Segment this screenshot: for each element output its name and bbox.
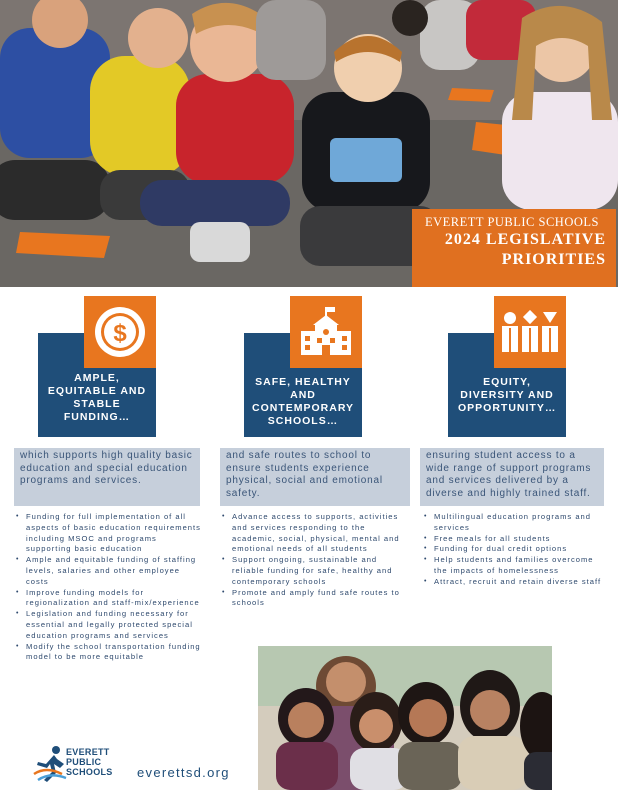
title-line-2: PRIORITIES bbox=[501, 251, 606, 268]
list-item: • Legislation and funding necessary for essential and legally protected special education programs and services bbox=[16, 609, 202, 641]
list-item: • Ample and equitable funding of staffing levels, salaries and other employee costs bbox=[16, 555, 202, 587]
list-item: • Help students and families overcome the impacts of homelessness bbox=[424, 555, 606, 577]
dollar-coin-icon bbox=[93, 305, 147, 359]
list-item: • Free meals for all students bbox=[424, 534, 606, 545]
pillar-label: EQUITY, DIVERSITY AND OPPORTUNITY… bbox=[458, 376, 557, 414]
diverse-people-icon bbox=[500, 310, 560, 354]
list-item: • Promote and amply fund safe routes to schools bbox=[222, 588, 408, 610]
list-item: • Multilingual education programs and services bbox=[424, 512, 606, 534]
lead-text-equity: ensuring student access to a wide range of support programs and services delivered by a diverse and highly trained staff. bbox=[420, 448, 604, 506]
list-item: • Funding for full implementation of all aspects of basic education requirements including MSOC and programs supporting basic education bbox=[16, 512, 202, 555]
runner-logo-icon bbox=[32, 744, 68, 784]
school-building-icon bbox=[297, 305, 355, 359]
hero-photo-children-seated bbox=[0, 0, 618, 287]
bullet-list-equity bbox=[424, 512, 606, 588]
list-item: • Funding for dual credit options bbox=[424, 544, 606, 555]
list-item: • Advance access to supports, activities and services responding to the academic, social, physical, mental and emotional needs of all students bbox=[222, 512, 408, 555]
list-item: • Modify the school transportation funding model to be more equitable bbox=[16, 642, 202, 664]
pillar-label: SAFE, HEALTHY AND CONTEMPORARY SCHOOLS… bbox=[251, 376, 355, 427]
lead-text-schools: and safe routes to school to ensure students experience physical, social and emotional safety. bbox=[220, 448, 410, 506]
website-link[interactable]: everettsd.org bbox=[137, 765, 230, 780]
list-item: • Support ongoing, sustainable and reliable funding for safe, healthy and contemporary schools bbox=[222, 555, 408, 587]
logo-wordmark bbox=[66, 747, 113, 777]
lead-text-funding: which supports high quality basic education and special education programs and services. bbox=[14, 448, 200, 506]
title-line-1: 2024 LEGISLATIVE bbox=[444, 231, 606, 248]
students-group-photo bbox=[258, 646, 552, 790]
logo-line-2: PUBLIC bbox=[66, 757, 102, 767]
svg-text:$: $ bbox=[113, 320, 127, 347]
bullet-list-funding bbox=[16, 512, 202, 663]
bullet-list-schools bbox=[222, 512, 408, 609]
list-item: • Improve funding models for regionalization and staff-mix/experience bbox=[16, 588, 202, 610]
logo-line-3: SCHOOLS bbox=[66, 767, 113, 777]
org-name: EVERETT PUBLIC SCHOOLS bbox=[425, 215, 599, 229]
pillar-icon-box bbox=[290, 296, 362, 368]
pillar-icon-box bbox=[84, 296, 156, 368]
pillar-icon-box bbox=[494, 296, 566, 368]
list-item: • Attract, recruit and retain diverse staff bbox=[424, 577, 606, 588]
title-box bbox=[412, 209, 616, 287]
pillar-label: AMPLE, EQUITABLE AND STABLE FUNDING… bbox=[47, 372, 147, 423]
logo-line-1: EVERETT bbox=[66, 747, 110, 757]
students-photo-illustration bbox=[258, 646, 552, 790]
